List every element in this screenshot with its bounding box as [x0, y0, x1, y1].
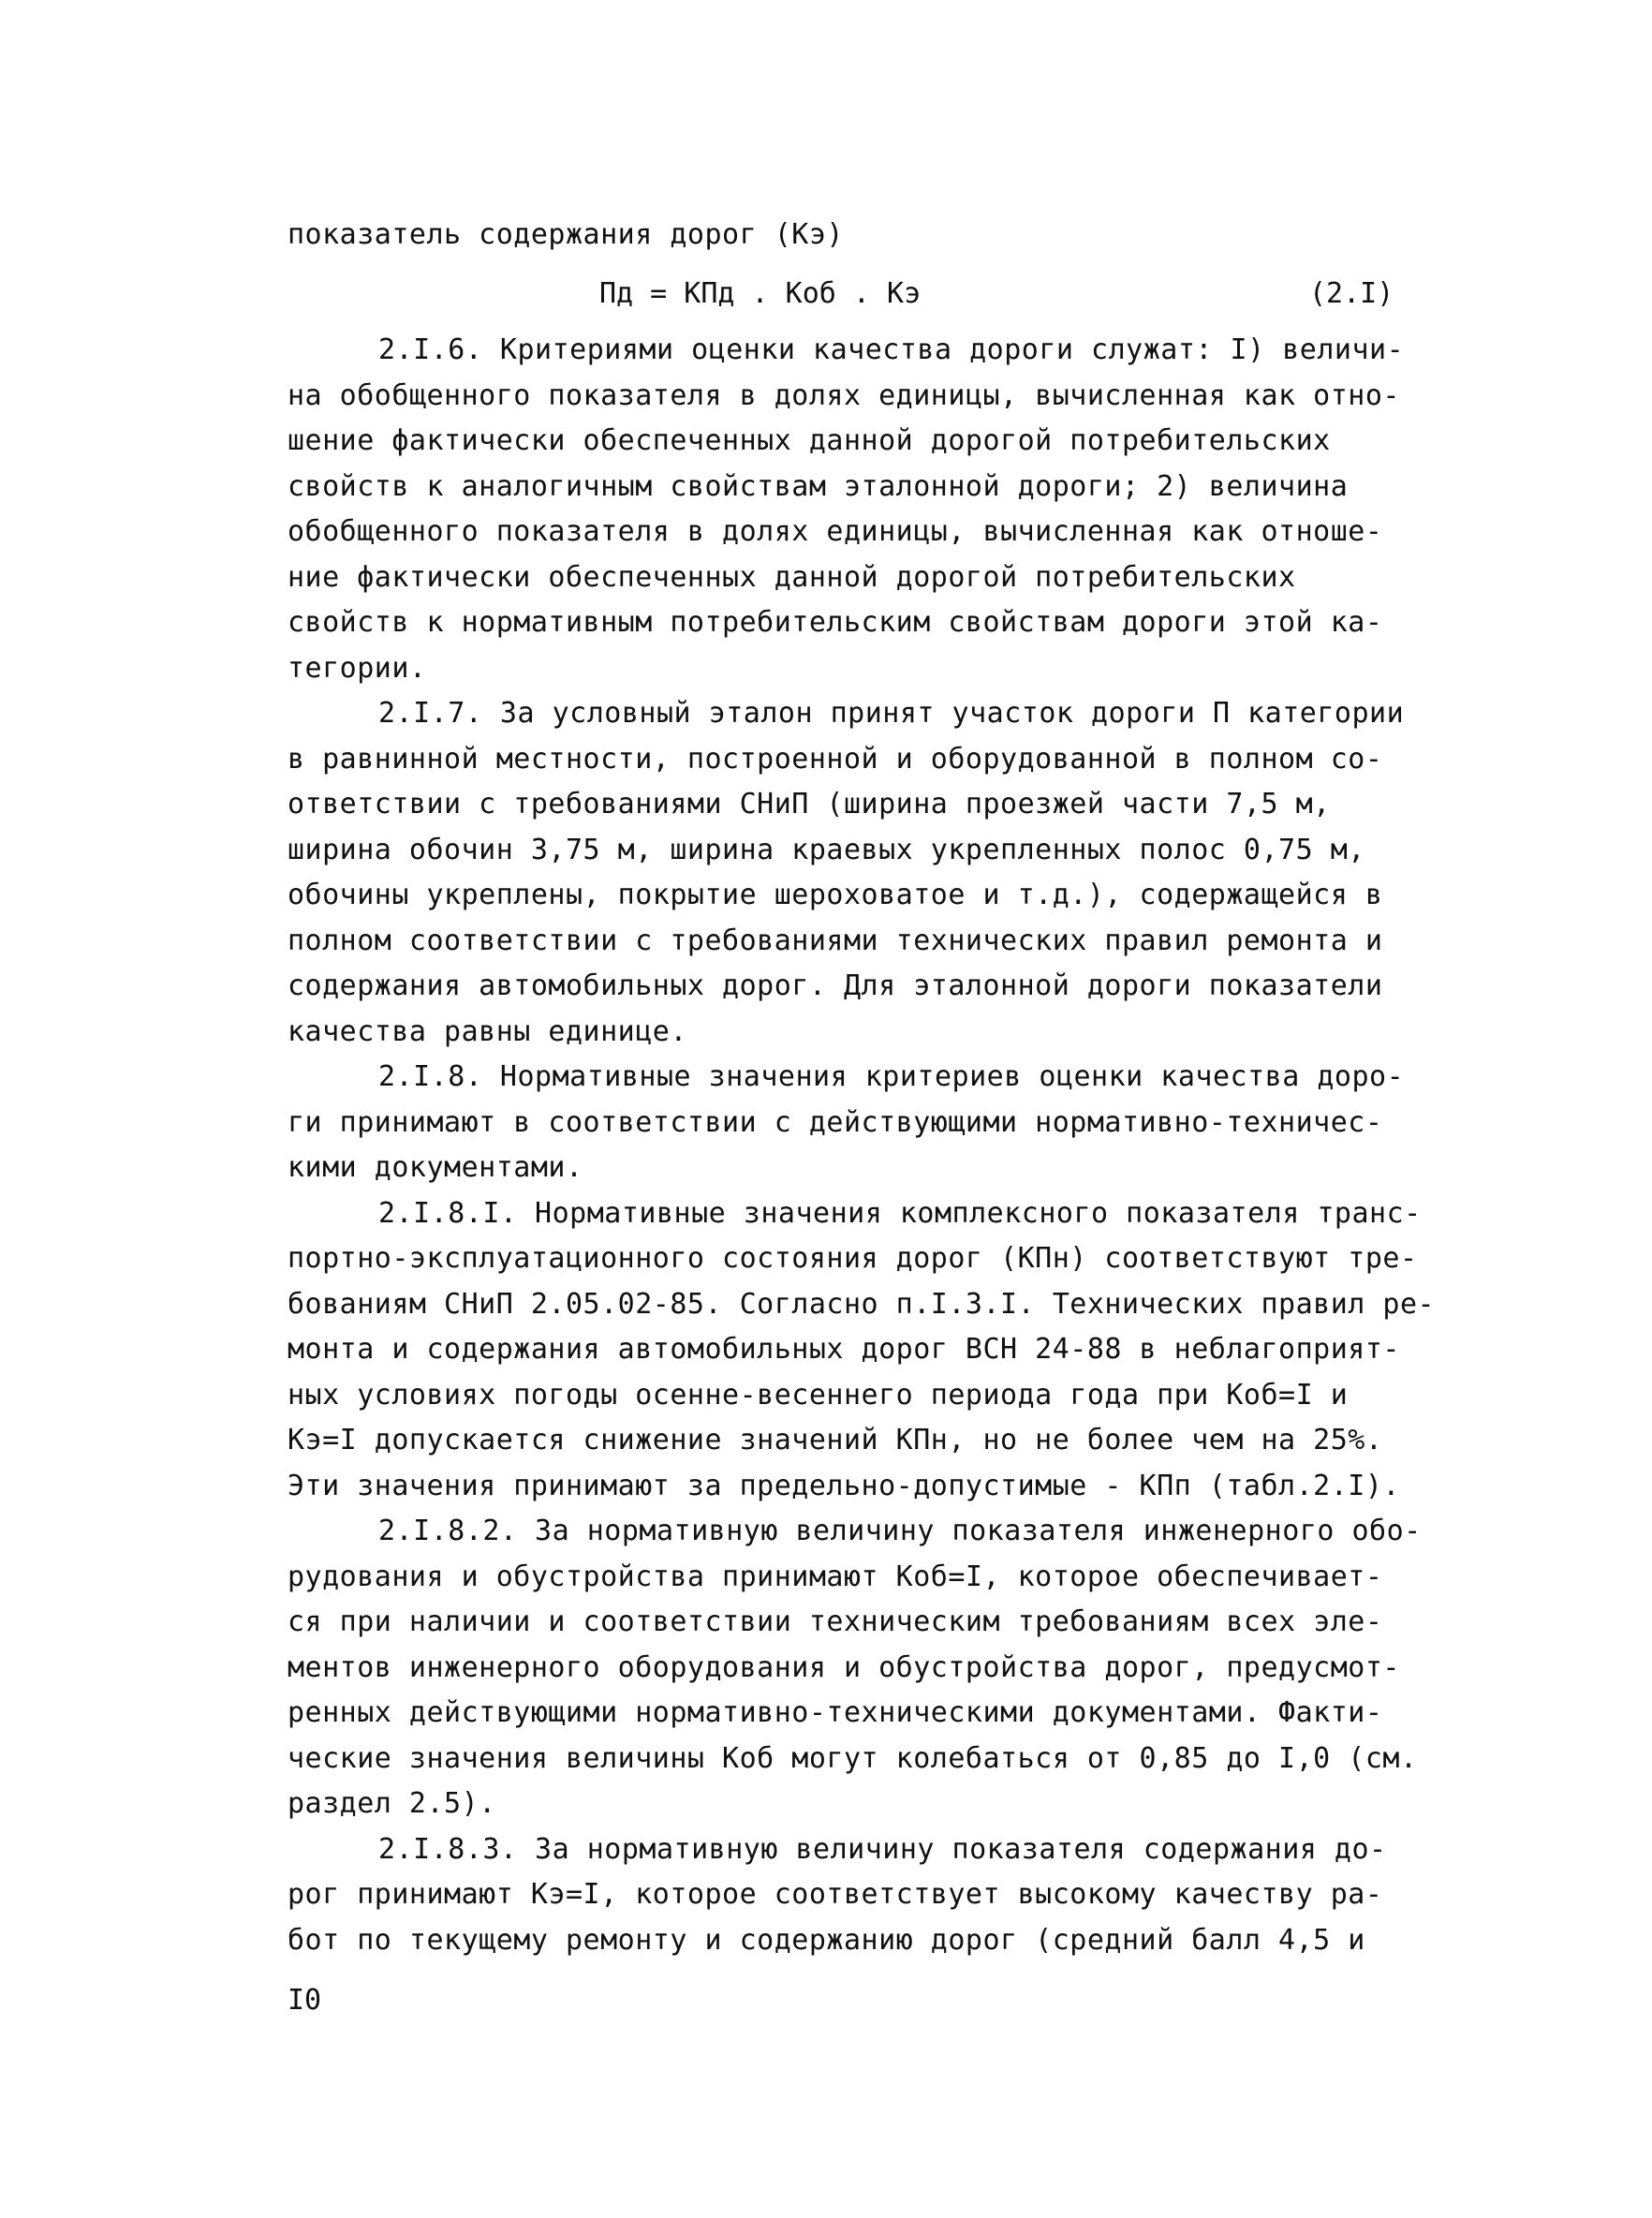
text-line: бот по текущему ремонту и содержанию дорог (средний балл 4,5 и — [288, 1924, 1365, 1957]
intro-line: показатель содержания дорог (Кэ) — [288, 218, 844, 251]
text-line: ширина обочин 3,75 м, ширина краевых укрепленных полос 0,75 м, — [288, 834, 1365, 866]
formula-number: (2.I) — [1309, 277, 1394, 310]
text-line: Кэ=I допускается снижение значений КПн, но не более чем на 25%. — [288, 1424, 1383, 1456]
page-number: I0 — [288, 1984, 322, 2017]
text-line: 2.I.6. Критериями оценки качества дороги служат: I) величи- — [378, 333, 1405, 366]
text-line: бованиям СНиП 2.05.02-85. Согласно п.I.3.I. Технических правил ре- — [288, 1288, 1436, 1321]
text-line: ги принимают в соответствии с действующими нормативно-техничес- — [288, 1106, 1383, 1139]
text-line: на обобщенного показателя в долях единицы, вычисленная как отно- — [288, 379, 1400, 412]
text-line: 2.I.8. Нормативные значения критериев оценки качества доро- — [378, 1060, 1405, 1093]
text-line: ние фактически обеспеченных данной дорогой потребительских — [288, 561, 1296, 594]
text-line: монта и содержания автомобильных дорог ВСН 24-88 в неблагоприят- — [288, 1333, 1400, 1366]
text-line: ческие значения величины Коб могут колебаться от 0,85 до I,0 (см. — [288, 1742, 1418, 1775]
text-line: ренных действующими нормативно-техническими документами. Факти- — [288, 1696, 1383, 1729]
text-line: свойств к аналогичным свойствам эталонной дороги; 2) величина — [288, 470, 1349, 503]
text-line: кими документами. — [288, 1151, 583, 1184]
text-line: в равнинной местности, построенной и оборудованной в полном со- — [288, 743, 1383, 776]
text-line: 2.I.8.2. За нормативную величину показателя инженерного обо- — [378, 1515, 1422, 1547]
text-line: 2.I.8.3. За нормативную величину показателя содержания до- — [378, 1833, 1387, 1866]
text-line: раздел 2.5). — [288, 1787, 496, 1820]
text-line: обочины укреплены, покрытие шероховатое и т.д.), содержащейся в — [288, 879, 1383, 911]
text-line: свойств к нормативным потребительским свойствам дороги этой ка- — [288, 606, 1383, 639]
text-line: Эти значения принимают за предельно-допустимые - КПп (табл.2.I). — [288, 1470, 1400, 1502]
text-line: содержания автомобильных дорог. Для эталонной дороги показатели — [288, 969, 1383, 1002]
text-line: ся при наличии и соответствии техническим требованиям всех эле- — [288, 1605, 1383, 1638]
text-line: ных условиях погоды осенне-весеннего периода года при Коб=I и — [288, 1379, 1349, 1412]
text-line: ментов инженерного оборудования и обустройства дорог, предусмот- — [288, 1651, 1400, 1684]
text-line: шение фактически обеспеченных данной дорогой потребительских — [288, 424, 1331, 457]
text-line: рог принимают Кэ=I, которое соответствует высокому качеству ра- — [288, 1878, 1383, 1911]
text-line: рудования и обустройства принимают Коб=I, которое обеспечивает- — [288, 1560, 1383, 1593]
text-line: портно-эксплуатационного состояния дорог (КПн) соответствуют тре- — [288, 1242, 1418, 1275]
text-line: ответствии с требованиями СНиП (ширина проезжей части 7,5 м, — [288, 788, 1331, 821]
text-line: 2.I.8.I. Нормативные значения комплексного показателя транс- — [378, 1197, 1422, 1230]
text-line: обобщенного показателя в долях единицы, вычисленная как отноше- — [288, 515, 1383, 548]
formula-expression: Пд = КПд . Коб . Кэ — [599, 277, 922, 310]
text-line: тегории. — [288, 652, 427, 685]
text-line: 2.I.7. За условный эталон принят участок дороги П категории — [378, 697, 1405, 730]
text-line: полном соответствии с требованиями технических правил ремонта и — [288, 924, 1383, 957]
text-line: качества равны единице. — [288, 1015, 687, 1048]
